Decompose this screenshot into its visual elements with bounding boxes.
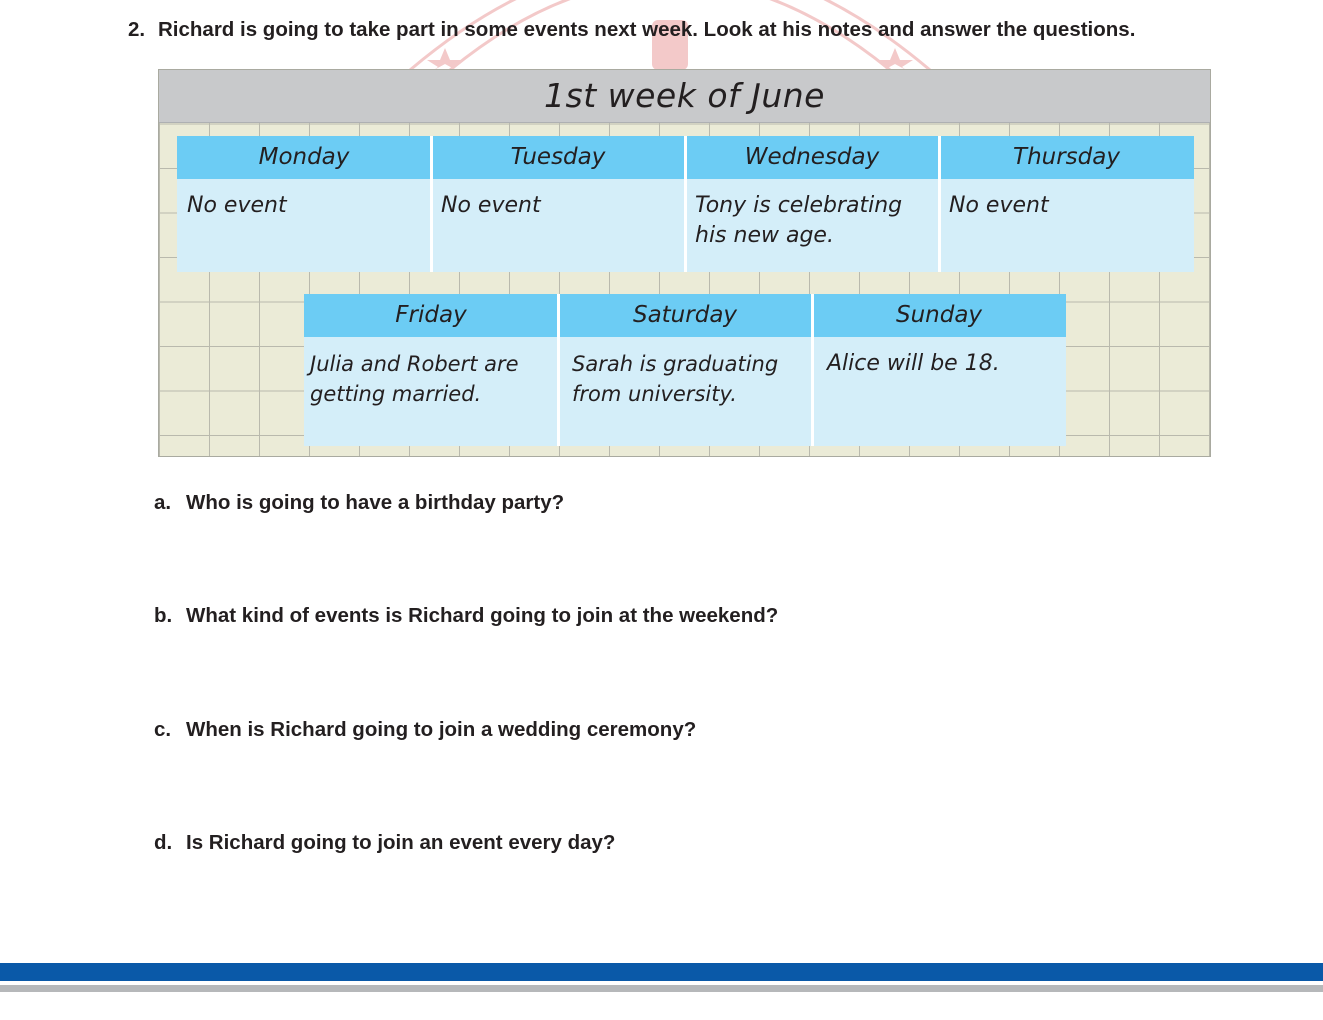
sub-question-d — [154, 831, 615, 855]
column-divider — [557, 294, 560, 446]
day-card-tuesday — [431, 136, 685, 272]
day-name: Monday — [177, 136, 431, 179]
column-divider — [938, 136, 941, 272]
sub-question-text: What kind of events is Richard going to join at the weekend? — [186, 604, 779, 627]
day-card-sunday — [812, 294, 1066, 446]
day-name: Wednesday — [685, 136, 939, 179]
day-note: Julia and Robert are getting married. — [310, 352, 519, 406]
footer-blue-bar — [0, 963, 1323, 981]
sub-question-text: Who is going to have a birthday party? — [186, 491, 565, 514]
day-note: No event — [949, 193, 1049, 218]
day-name: Saturday — [558, 294, 812, 337]
sub-question-a — [154, 491, 564, 515]
day-name: Tuesday — [431, 136, 685, 179]
day-note: Alice will be 18. — [827, 351, 1000, 376]
sub-question-text: Is Richard going to join an event every day? — [186, 831, 616, 854]
column-divider — [811, 294, 814, 446]
day-card-friday — [304, 294, 558, 446]
sub-question-letter: d. — [154, 831, 173, 854]
question-title — [128, 18, 1248, 42]
day-note: No event — [441, 193, 541, 218]
day-card-monday — [177, 136, 431, 272]
column-divider — [684, 136, 687, 272]
sub-question-b — [154, 604, 778, 628]
day-note: Sarah is graduating from university. — [572, 352, 779, 406]
sub-question-letter: a. — [154, 491, 172, 514]
day-name: Friday — [304, 294, 558, 337]
column-divider — [430, 136, 433, 272]
planner-title: 1st week of June — [159, 70, 1210, 123]
sub-question-letter: c. — [154, 718, 172, 741]
day-card-wednesday — [685, 136, 939, 272]
day-card-saturday — [558, 294, 812, 446]
sub-question-text: When is Richard going to join a wedding ceremony? — [186, 718, 697, 741]
sub-question-letter: b. — [154, 604, 173, 627]
day-card-thursday — [939, 136, 1194, 272]
footer-gray-bar — [0, 985, 1323, 992]
question-text: Richard is going to take part in some events next week. Look at his notes and answer the questions. — [158, 18, 1136, 41]
sub-question-c — [154, 718, 696, 742]
question-number: 2. — [128, 18, 146, 41]
day-note: No event — [187, 193, 287, 218]
weekly-planner — [158, 69, 1211, 457]
day-note: Tony is celebrating his new age. — [695, 193, 903, 248]
day-name: Thursday — [939, 136, 1194, 179]
day-name: Sunday — [812, 294, 1066, 337]
